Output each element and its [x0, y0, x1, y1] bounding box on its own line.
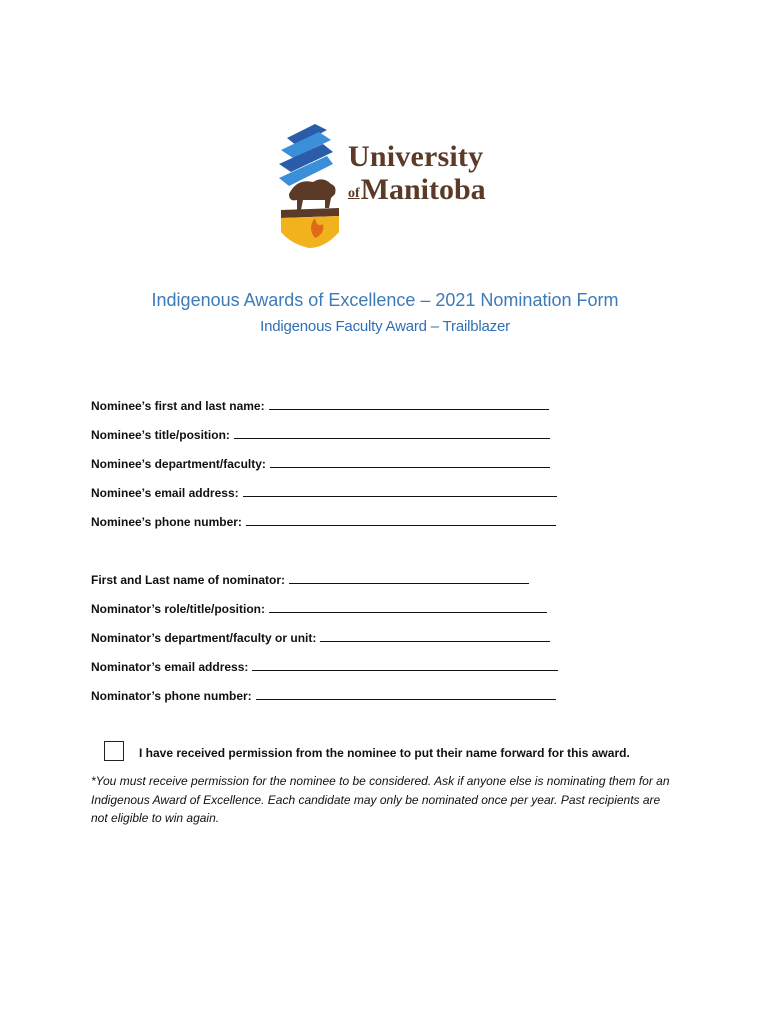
- nominator-role-field[interactable]: [91, 601, 547, 616]
- fill-line[interactable]: [289, 572, 529, 584]
- field-label: Nominator’s phone number:: [91, 689, 252, 703]
- university-logo: [255, 100, 515, 270]
- nominee-title-field[interactable]: [91, 427, 550, 442]
- nominator-name-field[interactable]: [91, 572, 529, 587]
- field-label: First and Last name of nominator:: [91, 573, 286, 587]
- nominee-phone-field[interactable]: [91, 514, 556, 529]
- nominator-email-field[interactable]: [91, 659, 558, 674]
- nominator-department-field[interactable]: [91, 630, 550, 645]
- field-label: Nominee’s department/faculty:: [91, 457, 266, 471]
- nominee-email-field[interactable]: [91, 485, 557, 500]
- field-label: Nominator’s department/faculty or unit:: [91, 631, 317, 645]
- field-label: Nominee’s title/position:: [91, 428, 230, 442]
- form-title: Indigenous Awards of Excellence – 2021 Nomination Form: [151, 290, 619, 310]
- permission-label: I have received permission from the nominee to put their name forward for this award.: [139, 746, 630, 760]
- nominator-phone-field[interactable]: [91, 688, 556, 703]
- fill-line[interactable]: [256, 688, 556, 700]
- field-label: Nominee’s email address:: [91, 486, 239, 500]
- fill-line[interactable]: [270, 456, 550, 468]
- fill-line[interactable]: [320, 630, 550, 642]
- eligibility-note: *You must receive permission for the nominee to be considered. Ask if anyone else is nominating them for an Indigenous Award of Excellence. Each candidate may only be nominated once per year. Past recipients are not eligible to win again.: [91, 774, 670, 825]
- logo-manitoba-word: Manitoba: [360, 173, 486, 206]
- fill-line[interactable]: [269, 398, 549, 410]
- nominee-department-field[interactable]: [91, 456, 550, 471]
- permission-checkbox[interactable]: [104, 741, 124, 761]
- fill-line[interactable]: [269, 601, 547, 613]
- nominee-name-field[interactable]: [91, 398, 549, 413]
- fill-line[interactable]: [243, 485, 557, 497]
- field-label: Nominee’s phone number:: [91, 515, 242, 529]
- form-subtitle: Indigenous Faculty Award – Trailblazer: [260, 318, 510, 335]
- field-label: Nominator’s email address:: [91, 660, 249, 674]
- logo-university-text: University: [348, 140, 484, 173]
- fill-line[interactable]: [246, 514, 556, 526]
- field-label: Nominator’s role/title/position:: [91, 602, 266, 616]
- field-label: Nominee’s first and last name:: [91, 399, 265, 413]
- logo-manitoba-text: [348, 173, 486, 207]
- fill-line[interactable]: [252, 659, 558, 671]
- fill-line[interactable]: [234, 427, 550, 439]
- logo-of-text: of: [348, 186, 360, 201]
